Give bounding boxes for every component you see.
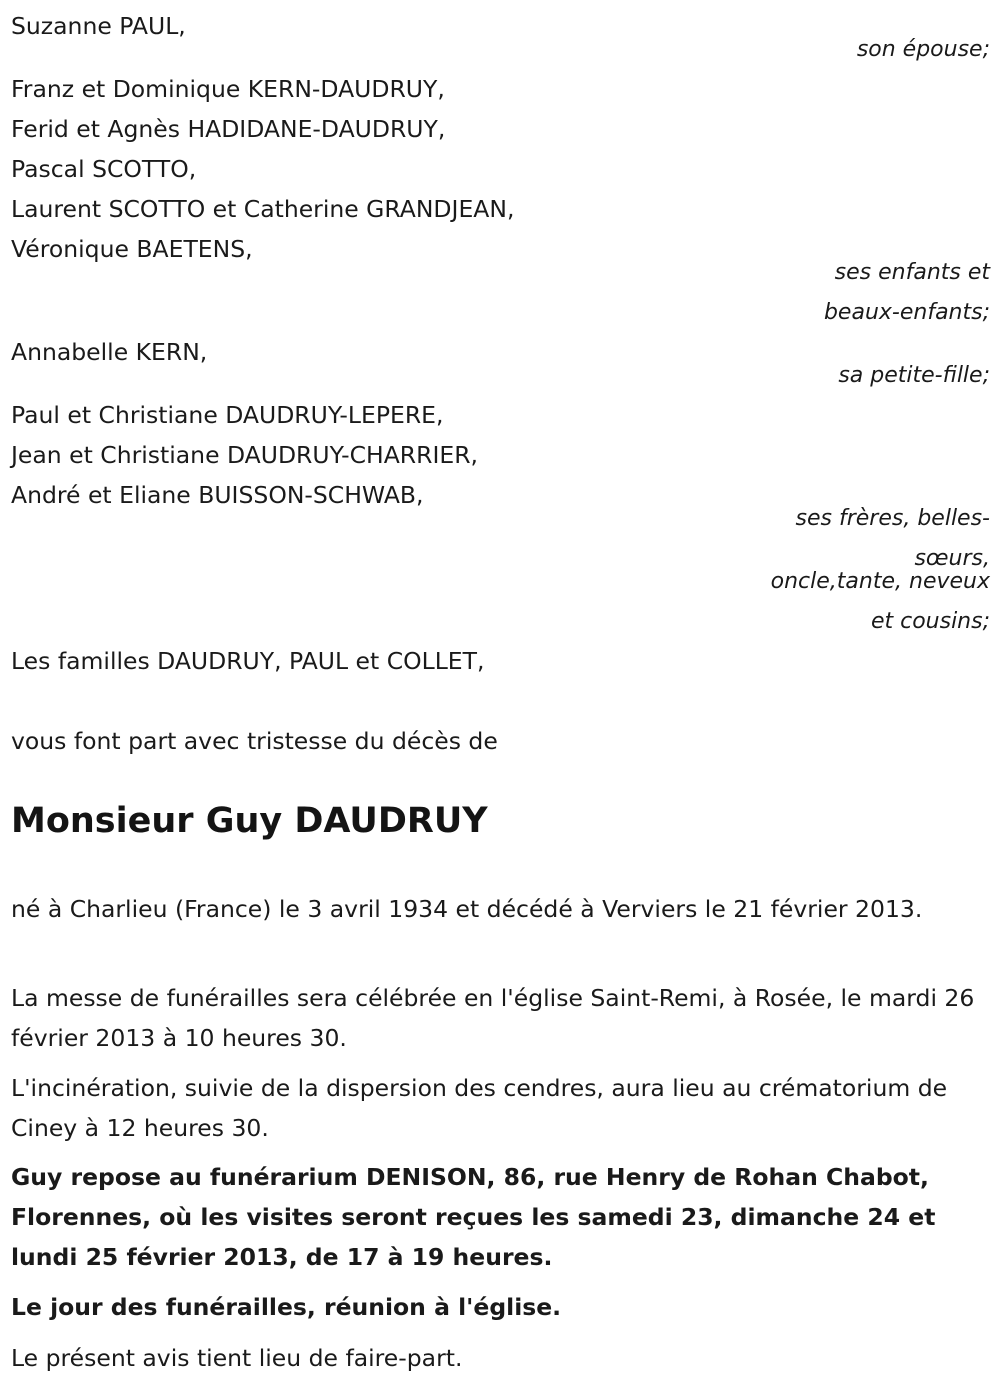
siblings-relation: ses frères, belles- — [795, 506, 990, 531]
sibling-line: Paul et Christiane DAUDRUY-LEPERE, — [11, 401, 444, 429]
families-line: Les familles DAUDRUY, PAUL et COLLET, — [11, 647, 485, 675]
siblings-relation: sœurs, — [914, 546, 990, 571]
child-line: Véronique BAETENS, — [11, 235, 253, 263]
announcement-text: vous font part avec tristesse du décès de — [11, 727, 498, 755]
children-relation: beaux-enfants; — [823, 300, 990, 325]
child-line: Franz et Dominique KERN-DAUDRUY, — [11, 75, 445, 103]
visitation-text: Guy repose au funérarium DENISON, 86, rue Henry de Rohan Chabot, Florennes, où les visites seront reçues les samedi 23, dimanche 24 et lundi 25 février 2013, de 17 à 19 heures. — [11, 1163, 936, 1271]
granddaughter-name: Annabelle KERN, — [11, 338, 208, 366]
mass-text: La messe de funérailles sera célébrée en l'église Saint-Remi, à Rosée, le mardi 26 février 2013 à 10 heures 30. — [11, 984, 975, 1052]
siblings-relation: et cousins; — [870, 609, 990, 634]
child-line: Ferid et Agnès HADIDANE-DAUDRUY, — [11, 115, 446, 143]
spouse-name: Suzanne PAUL, — [11, 12, 186, 40]
notice-text: Le présent avis tient lieu de faire-part. — [11, 1344, 463, 1372]
siblings-relation: oncle,tante, neveux — [770, 569, 990, 594]
meeting-text: Le jour des funérailles, réunion à l'église. — [11, 1293, 562, 1321]
cremation-text: L'incinération, suivie de la dispersion des cendres, aura lieu au crématorium de Ciney à 12 heures 30. — [11, 1074, 948, 1142]
birth-death-text: né à Charlieu (France) le 3 avril 1934 et décédé à Verviers le 21 février 2013. — [11, 895, 923, 923]
deceased-name: Monsieur Guy DAUDRUY — [11, 801, 488, 841]
sibling-line: André et Eliane BUISSON-SCHWAB, — [11, 481, 424, 509]
child-line: Laurent SCOTTO et Catherine GRANDJEAN, — [11, 195, 515, 223]
sibling-line: Jean et Christiane DAUDRUY-CHARRIER, — [11, 441, 479, 469]
child-line: Pascal SCOTTO, — [11, 155, 197, 183]
spouse-relation: son épouse; — [856, 37, 990, 62]
children-relation: ses enfants et — [834, 260, 990, 285]
granddaughter-relation: sa petite-fille; — [838, 363, 990, 388]
